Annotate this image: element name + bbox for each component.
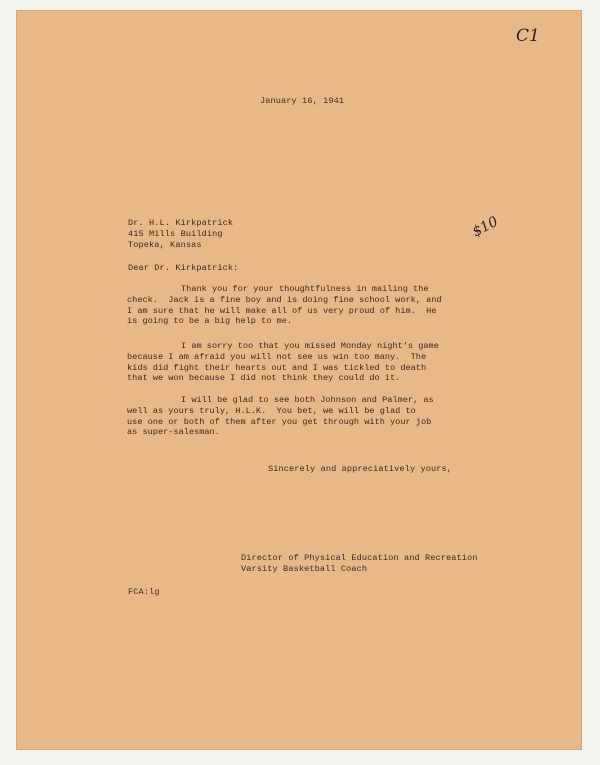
paragraph-3 [127,395,434,438]
paragraph-line: I am sorry too that you missed Monday night's game [181,341,439,351]
paragraph-line: is going to be a big help to me. [127,316,293,327]
closing: Sincerely and appreciatively yours, [268,464,452,474]
recipient-city: Topeka, Kansas [128,240,202,250]
paragraph-line: because I am afraid you will not see us win too many. The [127,351,427,362]
paragraph-line: well as yours truly, H.L.K. You bet, we will be glad to [127,405,416,416]
paragraph-2 [127,341,439,384]
paragraph-line: use one or both of them after you get through with your job [127,416,432,427]
signature-subtitle: Varsity Basketball Coach [241,564,368,574]
paragraph-line: I will be glad to see both Johnson and Palmer, as [181,395,434,405]
paragraph-line: check. Jack is a fine boy and is doing fine school work, and [127,294,442,305]
paragraph-line: as super-salesman. [127,427,220,438]
paragraph-1 [127,284,442,327]
salutation: Dear Dr. Kirkpatrick: [128,263,239,273]
paragraph-line: kids did fight their hearts out and I was tickled to death [127,362,427,373]
letter-date: January 16, 1941 [260,96,345,106]
signature-title: Director of Physical Education and Recreation [241,553,478,563]
letter-page [16,10,582,750]
recipient-name: Dr. H.L. Kirkpatrick [128,218,234,228]
typist-initials: FCA:lg [128,587,160,597]
margin-note: $10 [469,213,501,241]
recipient-address: 415 Mills Building [128,229,223,239]
paragraph-line: Thank you for your thoughtfulness in mailing the [181,284,429,294]
paragraph-line: I am sure that he will make all of us very proud of him. He [127,305,437,316]
corner-mark: C1 [516,26,540,46]
paragraph-line: that we won because I did not think they could do it. [127,373,401,384]
